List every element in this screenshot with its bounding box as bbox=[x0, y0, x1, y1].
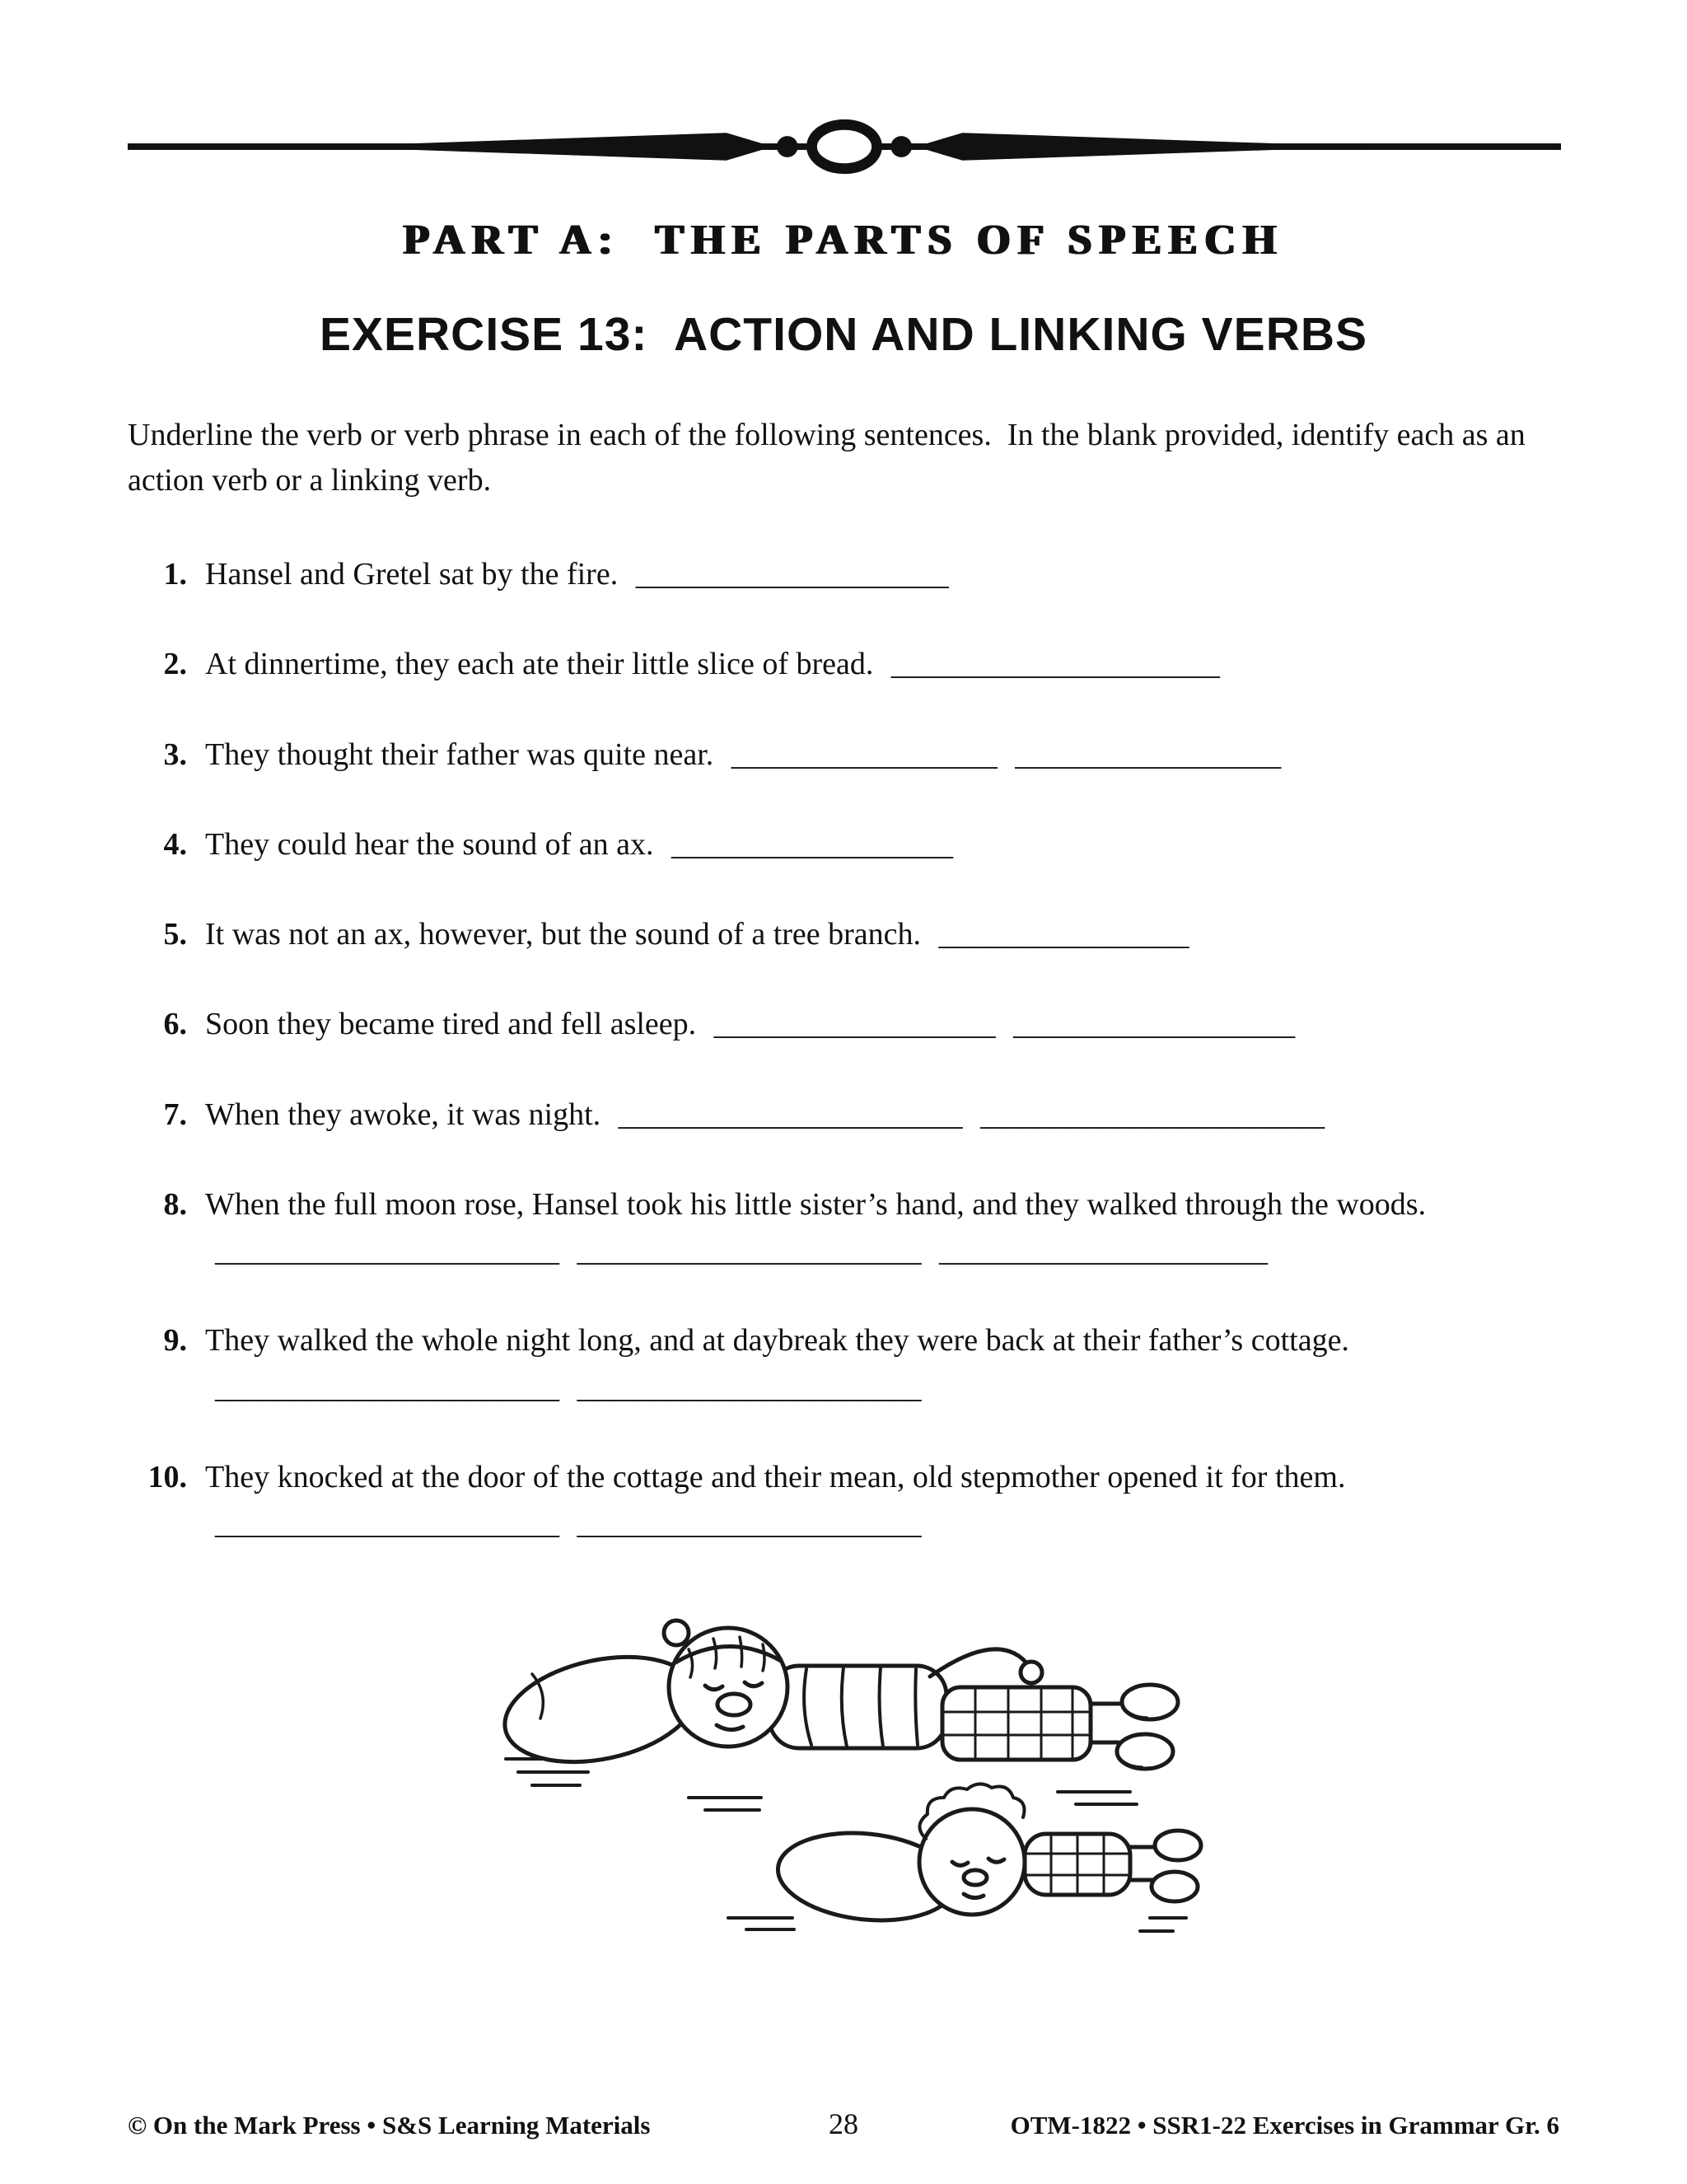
item-sentence bbox=[205, 641, 1559, 687]
answer-blank: _________________ bbox=[1015, 737, 1282, 772]
item-number: 9. bbox=[163, 1323, 187, 1359]
item-text: When they awoke, it was night. bbox=[205, 1097, 601, 1132]
footer-publisher: © On the Mark Press • S&S Learning Materials bbox=[128, 2111, 651, 2140]
exercise-item bbox=[128, 911, 1559, 957]
item-number: 2. bbox=[163, 647, 187, 682]
exercise-item bbox=[128, 821, 1559, 868]
sleeping-children-drawing-icon bbox=[481, 1590, 1206, 1944]
item-number: 4. bbox=[163, 826, 187, 862]
answer-blank: ______________________ bbox=[577, 1506, 922, 1541]
item-text: They thought their father was quite near. bbox=[205, 737, 714, 772]
answer-blank: ______________________ bbox=[618, 1097, 963, 1132]
sleeping-children-illustration bbox=[128, 1590, 1559, 1948]
exercise-item bbox=[128, 1001, 1559, 1047]
answer-blank: __________________ bbox=[713, 1007, 996, 1042]
item-text: Hansel and Gretel sat by the fire. bbox=[205, 557, 619, 592]
item-sentence bbox=[205, 911, 1559, 957]
exercise-item bbox=[128, 1181, 1559, 1274]
item-sentence bbox=[205, 1181, 1559, 1274]
exercise-item bbox=[128, 732, 1559, 778]
exercise-item bbox=[128, 1454, 1559, 1546]
item-text: When the full moon rose, Hansel took his little sister’s hand, and they walked through the woods. bbox=[205, 1186, 1427, 1222]
item-sentence bbox=[205, 732, 1559, 778]
exercise-item bbox=[128, 1092, 1559, 1138]
item-sentence bbox=[205, 1001, 1559, 1047]
instructions-text: Underline the verb or verb phrase in each of the following sentences. In the blank provided, identify each as an action verb or a linking verb. bbox=[128, 418, 1534, 498]
divider-ornament-icon bbox=[128, 114, 1561, 180]
item-text: They could hear the sound of an ax. bbox=[205, 826, 654, 862]
item-sentence bbox=[205, 821, 1559, 868]
item-number: 5. bbox=[163, 917, 187, 952]
page-number: 28 bbox=[829, 2107, 858, 2140]
answer-blank: ____________________ bbox=[635, 557, 949, 592]
item-number: 3. bbox=[163, 737, 187, 772]
answer-blank: ______________________ bbox=[577, 1233, 922, 1269]
item-number: 1. bbox=[163, 557, 187, 592]
item-sentence bbox=[205, 1092, 1559, 1138]
exercise-title: EXERCISE 13: ACTION AND LINKING VERBS bbox=[319, 308, 1368, 361]
answer-blank: ______________________ bbox=[980, 1097, 1325, 1132]
item-text: Soon they became tired and fell asleep. bbox=[205, 1007, 697, 1042]
answer-blank: ______________________ bbox=[577, 1369, 922, 1405]
answer-blank: ________________ bbox=[938, 917, 1189, 952]
exercise-item bbox=[128, 551, 1559, 597]
item-number: 10. bbox=[147, 1459, 187, 1494]
item-text: It was not an ax, however, but the sound of a tree branch. bbox=[205, 917, 922, 952]
item-sentence bbox=[205, 1454, 1559, 1546]
item-number: 8. bbox=[163, 1186, 187, 1222]
answer-blank: _____________________ bbox=[890, 647, 1220, 682]
part-title: PART A: THE PARTS OF SPEECH bbox=[403, 217, 1284, 264]
item-number: 7. bbox=[163, 1097, 187, 1132]
answer-blank: _________________ bbox=[731, 737, 998, 772]
answer-blank: ______________________ bbox=[215, 1506, 559, 1541]
answer-blank: __________________ bbox=[1013, 1007, 1296, 1042]
item-number: 6. bbox=[163, 1007, 187, 1042]
exercise-list bbox=[128, 551, 1559, 1546]
footer-product-code: OTM-1822 • SSR1-22 Exercises in Grammar Gr. 6 bbox=[1010, 2111, 1559, 2140]
item-text: They knocked at the door of the cottage and their mean, old stepmother opened it for them. bbox=[205, 1459, 1346, 1494]
answer-blank: ______________________ bbox=[215, 1369, 559, 1405]
item-sentence bbox=[205, 1317, 1559, 1410]
page-footer bbox=[128, 2107, 1559, 2141]
item-text: At dinnertime, they each ate their little slice of bread. bbox=[205, 647, 874, 682]
exercise-item bbox=[128, 1317, 1559, 1410]
answer-blank: ______________________ bbox=[215, 1233, 559, 1269]
answer-blank: __________________ bbox=[671, 826, 953, 862]
item-text: They walked the whole night long, and at daybreak they were back at their father’s cottage. bbox=[205, 1323, 1349, 1359]
item-sentence bbox=[205, 551, 1559, 597]
exercise-item bbox=[128, 641, 1559, 687]
decorative-divider bbox=[128, 114, 1561, 180]
answer-blank: _____________________ bbox=[939, 1233, 1268, 1269]
